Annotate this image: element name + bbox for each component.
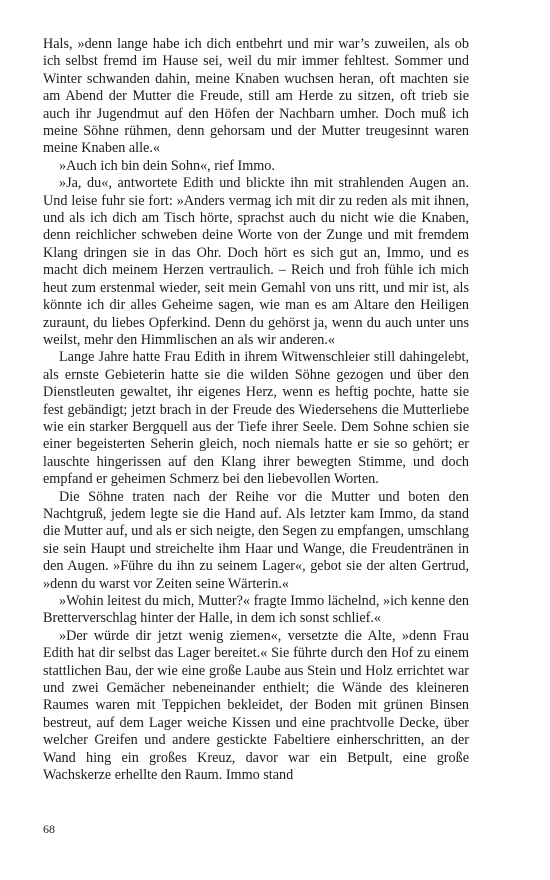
paragraph: »Der würde dir jetzt wenig ziemen«, versetzte die Alte, »denn Frau Edith hat dir selbst das Lager bereitet.« Sie führte durch den Hof zu einem stattlichen Bau, der wie eine große Laube aus Stein und Holz errichtet war und zwei Gemächer nebeneinander enthielt; die Wände des kleineren Raumes waren mit Teppichen bekleidet, der Boden mit grünen Binsen bestreut, auf dem Lager weiche Kissen und eine prachtvolle Decke, über welcher Greifen und andere gestickte Fabeltiere einherschritten, an der Wand hing ein großes Kreuz, davor war ein Betpult, eine große Wachskerze erhellte den Raum. Immo stand xyxy=(43,627,469,784)
paragraph: »Ja, du«, antwortete Edith und blickte ihn mit strahlenden Augen an. Und leise fuhr sie fort: »Anders vermag ich mit dir zu reden als mit ihnen, und als ich dich am Tisch hörte, sprachst auch du nicht wie die Knaben, denn reichlicher schweben deine Worte von der Zunge und mit fremdem Klang dringen sie in das Ohr. Doch hört es sich gut an, Immo, und es macht dich meinem Herzen vertraulich. – Reich und froh fühle ich mich heut zum erstenmal wieder, seit mein Gemahl von uns ritt, und mir ist, als könnte ich dir alles Geheime sagen, wie man es am Altare den Heiligen zuraunt, du liebes Opferkind. Denn du gehörst ja, wenn du auch unter uns weilst, mehr den Himmlischen an als wir anderen.« xyxy=(43,175,469,348)
page-number: 68 xyxy=(43,822,55,836)
book-page xyxy=(43,36,469,784)
paragraph: Hals, »denn lange habe ich dich entbehrt und mir war’s zuweilen, als ob ich selbst fremd im Hause sei, weil du mir immer fehltest. Sommer und Winter schwanden dahin, meine Knaben wuchsen heran, oft machten sie am Abend der Mutter die Freude, still am Herde zu sitzen, oft trieb sie auch ihr Jugendmut auf den Höfen der Nachbarn umher. Doch muß ich meine Söhne rühmen, denn gehorsam und der Mutter treugesinnt waren meine Knaben alle.« xyxy=(43,36,469,157)
paragraph: »Auch ich bin dein Sohn«, rief Immo. xyxy=(59,157,275,174)
paragraph: Lange Jahre hatte Frau Edith in ihrem Witwenschleier still dahingelebt, als ernste Gebieterin hatte sie die wilden Söhne gezogen und über den Dienstleuten gewaltet, ihr eigenes Herz, wenn es heftig pochte, hatte sie fest gebändigt; jetzt brach in der Freude des Wiedersehens die Mutterliebe wie ein starker Bergquell aus der Tiefe ihrer Seele. Dem Sohne schien sie einer begeisterten Seherin gleich, noch niemals hatte er sie so gehört; er lauschte hingerissen auf den Klang ihrer bewegten Stimme, und doch empfand er geheimen Schmerz bei den liebevollen Worten. xyxy=(43,349,469,488)
paragraph: »Wohin leitest du mich, Mutter?« fragte Immo lächelnd, »ich kenne den Bretterverschlag hinter der Halle, in dem ich sonst schlief.« xyxy=(43,593,469,627)
paragraph: Die Söhne traten nach der Reihe vor die Mutter und boten den Nachtgruß, jedem legte sie die Hand auf. Als letzter kam Immo, da stand die Mutter auf, und als er sich neigte, den Segen zu empfangen, umschlang sie sein Haupt und streichelte ihm Haar und Wange, die Freudentränen in den Augen. »Führe du ihn zu seinem Lager«, gebot sie der alten Gertrud, »denn du warst vor Zeiten seine Wärterin.« xyxy=(43,488,469,592)
